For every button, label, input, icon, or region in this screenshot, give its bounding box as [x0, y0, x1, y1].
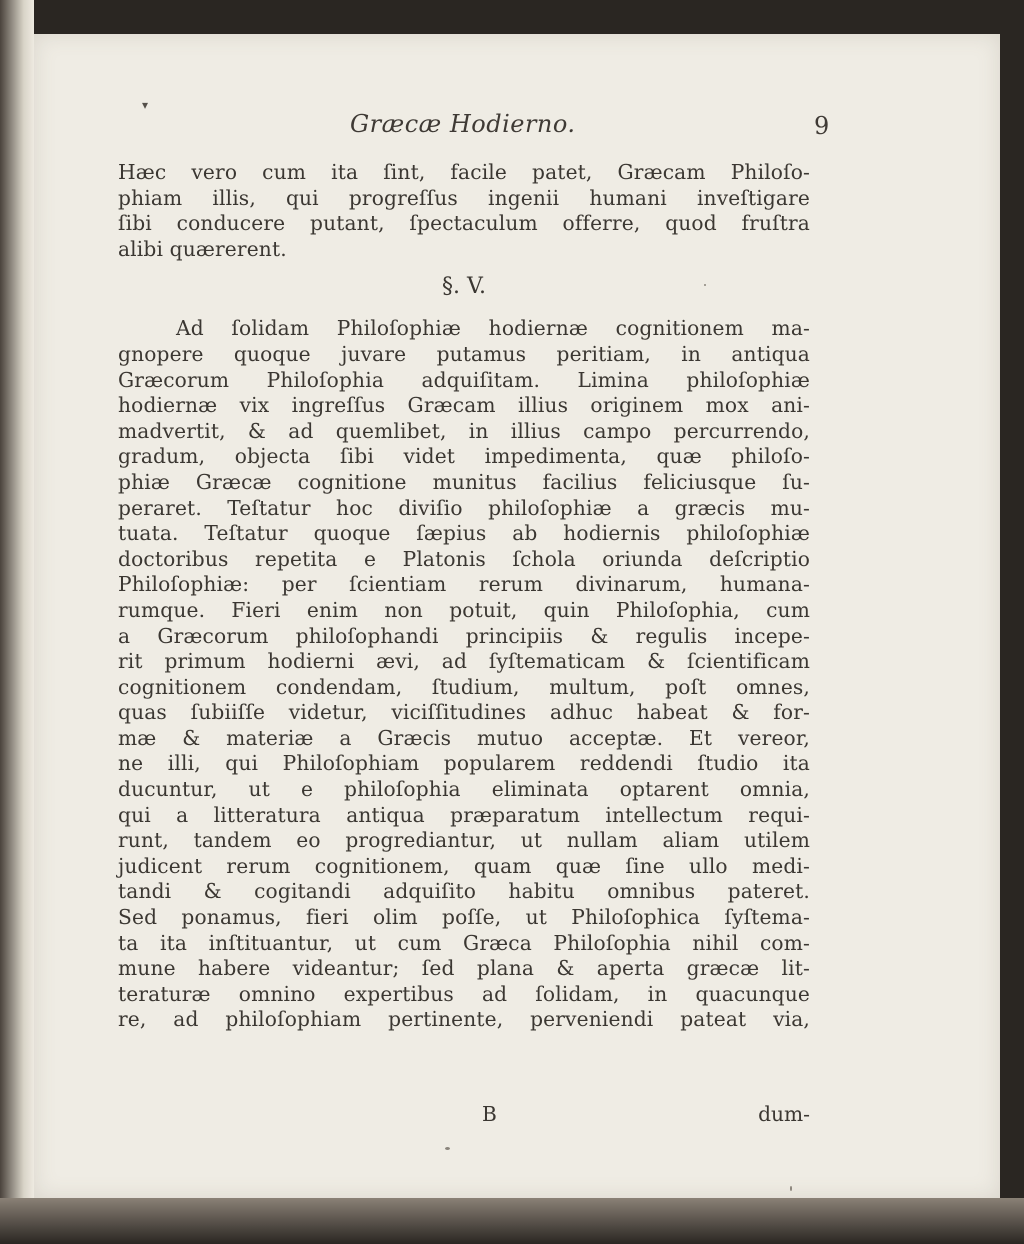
text-line: Græcorum Philoſophia adquiſitam. Limina philoſophiæ: [118, 367, 810, 392]
text-line: tuata. Teſtatur quoque ſæpius ab hodiernis philoſophiæ: [118, 521, 810, 546]
text-line: ne illi, qui Philoſophiam popularem reddendi ſtudio ita: [118, 751, 810, 776]
text-line: tandi & cogitandi adquiſito habitu omnibus pateret.: [118, 879, 810, 904]
text-line: cognitionem condendam, ſtudium, multum, poſt omnes,: [118, 674, 810, 699]
paragraph-1: [118, 160, 810, 262]
page-number: 9: [814, 112, 830, 140]
printer-mark: ▾: [142, 98, 149, 112]
text-line: gradum, objecta ſibi videt impedimenta, quæ philoſo-: [118, 444, 810, 469]
text-line: ducuntur, ut e philoſophia eliminata optarent omnia,: [118, 777, 810, 802]
text-line: a Græcorum philoſophandi principiis & regulis incepe-: [118, 623, 810, 648]
text-line: rit primum hodierni ævi, ad ſyſtematicam & ſcientificam: [118, 649, 810, 674]
text-line: phiam illis, qui progreſſus ingenii humani inveſtigare: [118, 185, 810, 210]
text-line: Philoſophiæ: per ſcientiam rerum divinarum, humana-: [118, 572, 810, 597]
text-line: runt, tandem eo progrediantur, ut nullam aliam utilem: [118, 828, 810, 853]
text-line: madvertit, & ad quemlibet, in illius campo percurrendo,: [118, 418, 810, 443]
text-line: alibi quærerent.: [118, 236, 287, 261]
body-text: [118, 160, 810, 1033]
text-line: quas ſubiiſſe videtur, viciſſitudines adhuc habeat & for-: [118, 700, 810, 725]
running-head: Græcæ Hodierno.: [350, 110, 576, 138]
text-line: phiæ Græcæ cognitione munitus facilius feliciusque ſu-: [118, 469, 810, 494]
text-line: ſibi conducere putant, ſpectaculum offerre, quod fruſtra: [118, 211, 810, 236]
text-line: ta ita inſtituantur, ut cum Græca Philoſophia nihil com-: [118, 930, 810, 955]
text-line: Hæc vero cum ita ſint, facile patet, Græcam Philoſo-: [118, 160, 810, 184]
page-footer: [118, 1102, 810, 1130]
text-line: Sed ponamus, fieri olim poſſe, ut Philoſophica ſyſtema-: [118, 905, 810, 930]
facing-page-edge: [0, 0, 34, 1244]
catchword: dum-: [758, 1102, 810, 1126]
text-line: qui a litteratura antiqua præparatum intellectum requi-: [118, 802, 810, 827]
paragraph-2: [118, 316, 810, 1033]
text-line: doctoribus repetita e Platonis ſchola oriunda deſcriptio: [118, 546, 810, 571]
paper-speck: [704, 284, 706, 286]
text-line: mune habere videantur; ſed plana & aperta græcæ lit-: [118, 956, 810, 981]
book-page: [34, 34, 1000, 1198]
paper-speck: [445, 1147, 450, 1150]
text-line: peraret. Teſtatur hoc diviſio philoſophiæ a græcis mu-: [118, 495, 810, 520]
scan-bottom-edge: [0, 1198, 1024, 1244]
text-line: re, ad philoſophiam pertinente, perveniendi pateat via,: [118, 1007, 810, 1032]
text-line: rumque. Fieri enim non potuit, quin Philoſophia, cum: [118, 597, 810, 622]
text-line: gnopere quoque juvare putamus peritiam, in antiqua: [118, 341, 810, 366]
signature-mark: B: [482, 1102, 497, 1126]
text-line: Ad ſolidam Philoſophiæ hodiernæ cognitionem ma-: [176, 316, 810, 341]
text-line: mæ & materiæ a Græcis mutuo acceptæ. Et vereor,: [118, 725, 810, 750]
text-line: hodiernæ vix ingreſſus Græcam illius originem mox ani-: [118, 393, 810, 418]
paper-speck: [790, 1186, 792, 1191]
text-line: judicent rerum cognitionem, quam quæ ſine ullo medi-: [118, 853, 810, 878]
section-heading: §. V.: [441, 274, 487, 300]
text-line: teraturæ omnino expertibus ad ſolidam, in quacunque: [118, 981, 810, 1006]
